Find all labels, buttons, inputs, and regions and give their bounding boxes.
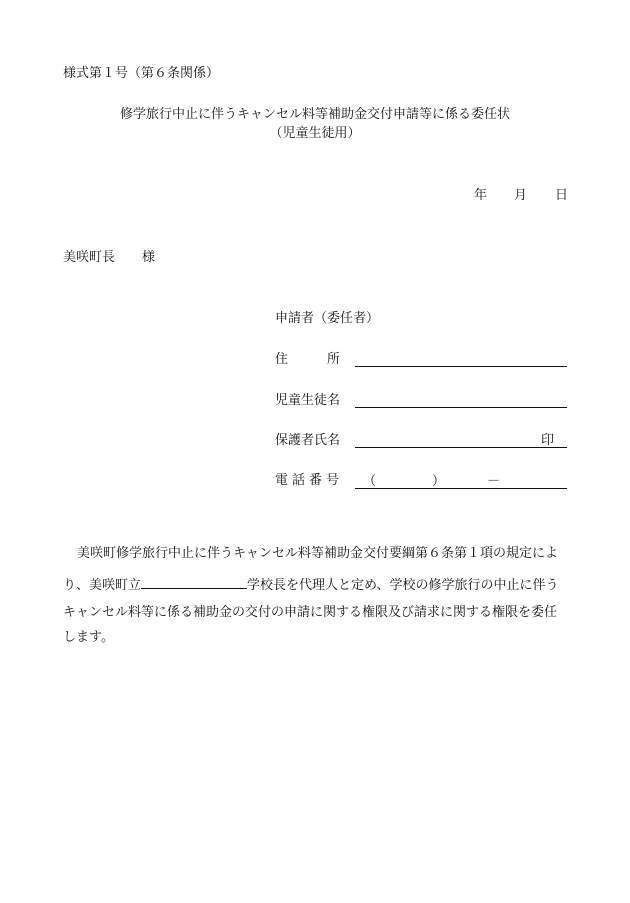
guardian-name-label: 保護者氏名 bbox=[275, 433, 341, 448]
phone-field[interactable] bbox=[355, 488, 567, 489]
body-text-line4: します。 bbox=[63, 630, 114, 645]
body-text-line3: キャンセル料等に係る補助金の交付の申請に関する権限及び請求に関する権限を委任 bbox=[63, 605, 558, 620]
phone-label: 電話番号 bbox=[275, 473, 344, 488]
body-text-line1: 美咲町修学旅行中止に伴うキャンセル料等補助金交付要綱第６条第１項の規定によ bbox=[77, 546, 559, 561]
phone-open-paren: （ bbox=[363, 474, 377, 489]
guardian-name-field[interactable] bbox=[355, 447, 567, 448]
student-name-field[interactable] bbox=[355, 407, 567, 408]
address-field[interactable] bbox=[355, 366, 567, 367]
document-title: 修学旅行中止に伴うキャンセル料等補助金交付申請等に係る委任状 bbox=[119, 107, 510, 122]
date-year-label: 年 bbox=[474, 188, 488, 203]
addressee-honorific: 様 bbox=[142, 250, 156, 265]
applicant-heading: 申請者（委任者） bbox=[275, 311, 380, 326]
phone-close-paren: ） bbox=[432, 474, 446, 489]
body-text-line2-end: 学校長を代理人と定め、学校の修学旅行の中止に伴う bbox=[247, 578, 559, 593]
addressee-name: 美咲町長 bbox=[63, 250, 116, 265]
student-name-label: 児童生徒名 bbox=[275, 393, 341, 408]
document-subtitle: （児童生徒用） bbox=[269, 126, 361, 141]
form-number: 様式第１号（第６条関係） bbox=[63, 66, 220, 81]
school-name-field[interactable] bbox=[141, 576, 247, 589]
phone-dash: － bbox=[487, 474, 501, 489]
body-text-line2 bbox=[63, 576, 559, 592]
address-label-part1: 住 bbox=[275, 352, 289, 367]
date-day-label: 日 bbox=[555, 188, 569, 203]
body-text-line2-start: り、美咲町立 bbox=[63, 578, 142, 593]
date-month-label: 月 bbox=[514, 188, 528, 203]
seal-mark: 印 bbox=[541, 433, 555, 448]
address-label-part2: 所 bbox=[327, 352, 341, 367]
